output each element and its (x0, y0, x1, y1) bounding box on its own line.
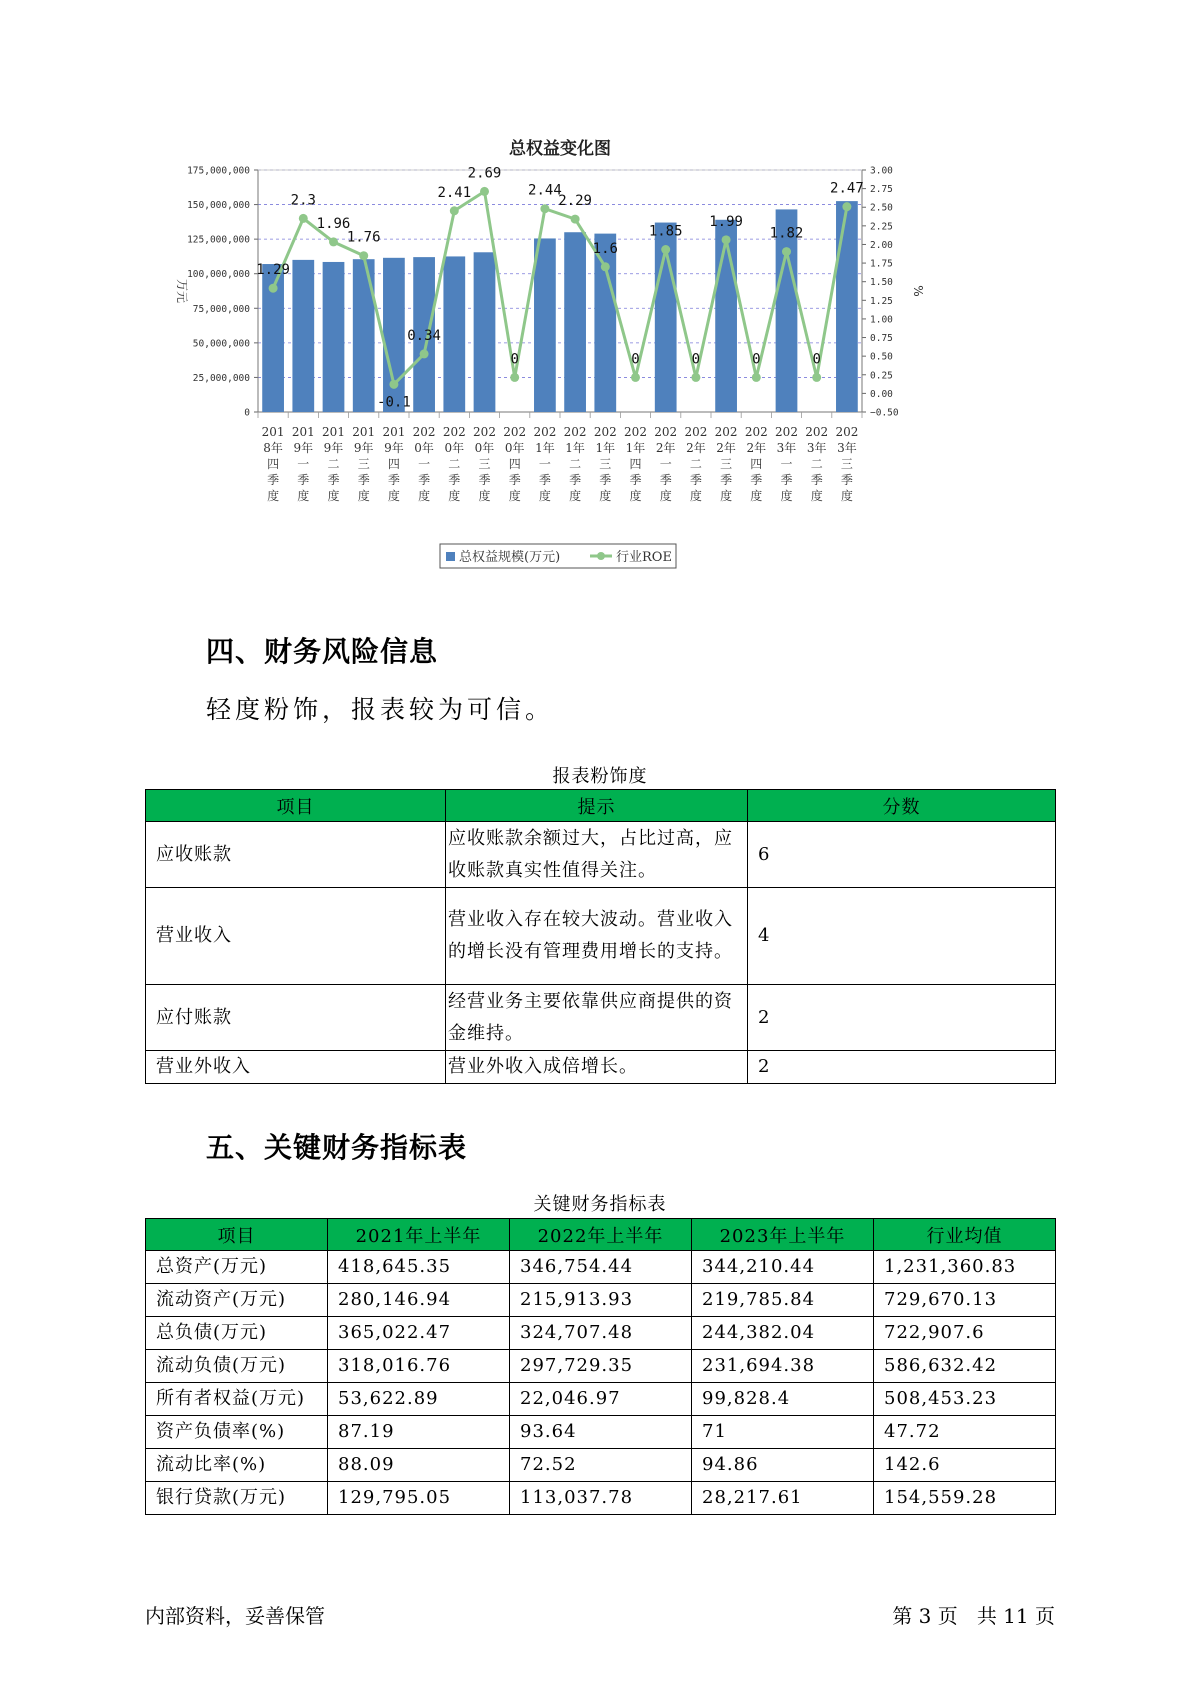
value-cell: 231,694.38 (692, 1350, 874, 1383)
x-tick-label: 202 2年四季度 (744, 425, 768, 503)
table-row (146, 822, 1056, 888)
indicator-table-header (146, 1219, 1056, 1251)
header-cell: 2021年上半年 (328, 1219, 510, 1251)
roe-point (269, 284, 278, 293)
header-cell: 分数 (748, 790, 1056, 822)
data-label: 0 (510, 351, 519, 368)
value-cell: 94.86 (692, 1449, 874, 1482)
data-label: 2.29 (558, 193, 592, 210)
value-cell: 99,828.4 (692, 1383, 874, 1416)
value-cell: 88.09 (328, 1449, 510, 1482)
roe-point (420, 349, 429, 358)
roe-point (359, 251, 368, 260)
equity-chart-svg (170, 130, 1030, 590)
tip-cell: 应收账款余额过大，占比过高，应收账款真实性值得关注。 (446, 822, 748, 888)
x-tick-label: 202 1年四季度 (624, 425, 647, 503)
table-row (146, 1051, 1056, 1084)
y2-tick-label: 1.25 (870, 295, 893, 307)
score-cell: 2 (748, 1051, 1056, 1084)
equity-chart (170, 130, 1030, 590)
roe-point (782, 247, 791, 256)
item-cell: 流动资产(万元) (146, 1284, 328, 1317)
header-cell: 2023年上半年 (692, 1219, 874, 1251)
data-label: 1.85 (648, 223, 683, 240)
x-tick-label: 201 9年四季度 (382, 425, 406, 503)
bar (564, 232, 586, 412)
value-cell: 1,231,360.83 (874, 1251, 1056, 1284)
y-tick-label: 175,000,000 (187, 165, 250, 177)
y-tick-label: 125,000,000 (187, 234, 250, 246)
y-tick-label: 75,000,000 (192, 303, 250, 315)
item-cell: 资产负债率(%) (146, 1416, 328, 1449)
score-cell: 2 (748, 985, 1056, 1051)
x-tick-label: 201 9年三季度 (352, 425, 376, 503)
roe-point (631, 373, 640, 382)
x-tick-label: 201 8年四季度 (261, 425, 285, 503)
table-row (146, 1449, 1056, 1482)
roe-point (601, 262, 610, 271)
table-row (146, 1350, 1056, 1383)
indicator-table-body (146, 1251, 1056, 1515)
y-tick-label: 25,000,000 (192, 372, 250, 384)
header-cell: 项目 (146, 1219, 328, 1251)
section4-heading: 四、财务风险信息 (206, 635, 439, 668)
y2-tick-label: 2.50 (870, 202, 893, 214)
y-tick-label: 150,000,000 (187, 200, 250, 212)
legend-label: 总权益规模(万元) (459, 550, 561, 565)
value-cell: 344,210.44 (692, 1251, 874, 1284)
y-tick-label: 100,000,000 (187, 269, 250, 281)
value-cell: 244,382.04 (692, 1317, 874, 1350)
risk-table-header (146, 790, 1056, 822)
item-cell: 应收账款 (146, 822, 446, 888)
roe-point (722, 235, 731, 244)
table-row (146, 1383, 1056, 1416)
x-tick-label: 201 9年一季度 (291, 425, 315, 503)
table-row (146, 1284, 1056, 1317)
table-row (146, 1482, 1056, 1515)
roe-point (480, 187, 489, 196)
roe-point (571, 215, 580, 224)
data-label: 0.34 (407, 327, 441, 344)
legend-swatch-point (597, 552, 605, 560)
x-tick-label: 202 0年三季度 (473, 425, 496, 503)
data-label: 1.82 (769, 225, 804, 242)
value-cell: 87.19 (328, 1416, 510, 1449)
roe-point (691, 373, 700, 382)
y2-tick-label: 1.75 (870, 258, 893, 270)
item-cell: 营业收入 (146, 888, 446, 985)
roe-point (661, 245, 670, 254)
roe-point (299, 214, 308, 223)
bar (443, 256, 465, 412)
data-label: 2.44 (528, 182, 562, 199)
chart-title: 总权益变化图 (509, 139, 611, 159)
header-cell: 项目 (146, 790, 446, 822)
item-cell: 银行贷款(万元) (146, 1482, 328, 1515)
y2-tick-label: 1.00 (870, 314, 893, 326)
value-cell: 722,907.6 (874, 1317, 1056, 1350)
value-cell: 154,559.28 (874, 1482, 1056, 1515)
x-tick-label: 202 1年三季度 (593, 425, 617, 503)
data-label: 1.96 (316, 215, 351, 232)
legend-swatch-bar (446, 552, 455, 561)
y2-tick-label: 2.00 (870, 239, 893, 251)
value-cell: 47.72 (874, 1416, 1056, 1449)
bar (715, 220, 737, 412)
x-tick-label: 202 2年二季度 (684, 425, 708, 503)
footer-confidential: 内部资料，妥善保管 (145, 1604, 325, 1628)
roe-point (450, 206, 459, 215)
bar (323, 262, 345, 412)
data-label: 2.69 (467, 165, 502, 182)
value-cell: 113,037.78 (510, 1482, 692, 1515)
x-tick-label: 202 3年二季度 (805, 425, 829, 503)
bar (594, 234, 616, 412)
data-label: 1.29 (256, 262, 290, 279)
section5-heading: 五、关键财务指标表 (206, 1131, 468, 1164)
y-tick-label: 0 (244, 407, 250, 419)
y2-axis-title: % (911, 285, 925, 297)
x-tick-label: 202 1年一季度 (533, 425, 557, 503)
table-row (146, 888, 1056, 985)
value-cell: 22,046.97 (510, 1383, 692, 1416)
y2-tick-label: 2.75 (870, 184, 893, 196)
header-cell: 提示 (446, 790, 748, 822)
header-cell: 行业均值 (874, 1219, 1056, 1251)
indicator-table (145, 1218, 1056, 1515)
value-cell: 365,022.47 (328, 1317, 510, 1350)
bar (292, 260, 314, 412)
roe-point (752, 373, 761, 382)
section4-text: 轻度粉饰，报表较为可信。 (206, 695, 555, 724)
y2-tick-label: 1.50 (870, 277, 893, 289)
value-cell: 71 (692, 1416, 874, 1449)
table-row (146, 1416, 1056, 1449)
y-tick-label: 50,000,000 (192, 338, 250, 350)
x-tick-label: 202 2年三季度 (714, 425, 738, 503)
roe-point (812, 373, 821, 382)
value-cell: 129,795.05 (328, 1482, 510, 1515)
value-cell: 318,016.76 (328, 1350, 510, 1383)
value-cell: 53,622.89 (328, 1383, 510, 1416)
y2-tick-label: 0.00 (870, 388, 893, 400)
value-cell: 418,645.35 (328, 1251, 510, 1284)
y2-tick-label: 0.75 (870, 333, 893, 345)
x-tick-label: 202 3年三季度 (835, 425, 859, 503)
data-label: 1.76 (346, 229, 381, 246)
value-cell: 28,217.61 (692, 1482, 874, 1515)
value-cell: 346,754.44 (510, 1251, 692, 1284)
data-label: 2.41 (437, 184, 472, 201)
x-tick-label: 202 3年一季度 (775, 425, 798, 503)
data-label: 2.3 (290, 192, 316, 209)
indicator-table-caption: 关键财务指标表 (533, 1194, 667, 1215)
value-cell: 508,453.23 (874, 1383, 1056, 1416)
x-tick-label: 202 0年四季度 (503, 425, 527, 503)
data-label: 0 (752, 351, 761, 368)
tip-cell: 营业外收入成倍增长。 (446, 1051, 748, 1084)
data-label: 1.99 (709, 213, 743, 230)
bar (474, 252, 496, 412)
value-cell: 219,785.84 (692, 1284, 874, 1317)
value-cell: 72.52 (510, 1449, 692, 1482)
table-row (146, 1251, 1056, 1284)
tip-cell: 营业收入存在较大波动。营业收入的增长没有管理费用增长的支持。 (446, 888, 748, 985)
value-cell: 93.64 (510, 1416, 692, 1449)
table-row (146, 1317, 1056, 1350)
x-tick-label: 202 1年二季度 (563, 425, 587, 503)
data-label: 1.6 (592, 240, 618, 257)
footer-page-number: 第 3 页 共 11 页 (892, 1604, 1055, 1628)
risk-table-caption: 报表粉饰度 (552, 766, 648, 787)
roe-point (329, 237, 338, 246)
roe-point (510, 373, 519, 382)
item-cell: 流动负债(万元) (146, 1350, 328, 1383)
tip-cell: 经营业务主要依靠供应商提供的资金维持。 (446, 985, 748, 1051)
item-cell: 流动比率(%) (146, 1449, 328, 1482)
item-cell: 应付账款 (146, 985, 446, 1051)
x-tick-label: 202 0年二季度 (442, 425, 466, 503)
item-cell: 营业外收入 (146, 1051, 446, 1084)
x-tick-label: 202 0年一季度 (412, 425, 436, 503)
risk-table (145, 789, 1056, 1084)
data-label: 0 (631, 351, 640, 368)
data-label: 0 (691, 351, 701, 368)
item-cell: 所有者权益(万元) (146, 1383, 328, 1416)
y2-tick-label: 0.50 (870, 351, 893, 363)
value-cell: 215,913.93 (510, 1284, 692, 1317)
data-label: -0.1 (377, 394, 411, 411)
value-cell: 142.6 (874, 1449, 1056, 1482)
legend-label: 行业ROE (616, 550, 672, 565)
roe-point (389, 380, 398, 389)
value-cell: 297,729.35 (510, 1350, 692, 1383)
bar (534, 238, 556, 412)
header-cell: 2022年上半年 (510, 1219, 692, 1251)
score-cell: 6 (748, 822, 1056, 888)
x-tick-label: 202 2年一季度 (654, 425, 678, 503)
data-label: 0 (812, 351, 821, 368)
item-cell: 总负债(万元) (146, 1317, 328, 1350)
table-row (146, 985, 1056, 1051)
y2-tick-label: 0.25 (870, 370, 893, 382)
data-label: 2.47 (830, 180, 864, 197)
roe-point (842, 202, 851, 211)
bar (383, 258, 405, 412)
y2-tick-label: −0.50 (870, 407, 899, 419)
value-cell: 280,146.94 (328, 1284, 510, 1317)
value-cell: 586,632.42 (874, 1350, 1056, 1383)
item-cell: 总资产(万元) (146, 1251, 328, 1284)
roe-point (540, 204, 549, 213)
value-cell: 324,707.48 (510, 1317, 692, 1350)
value-cell: 729,670.13 (874, 1284, 1056, 1317)
y-axis-title: 万元 (175, 278, 189, 304)
y2-tick-label: 3.00 (870, 165, 893, 177)
score-cell: 4 (748, 888, 1056, 985)
y2-tick-label: 2.25 (870, 221, 893, 233)
bar (836, 201, 858, 412)
x-tick-label: 201 9年二季度 (322, 425, 345, 503)
